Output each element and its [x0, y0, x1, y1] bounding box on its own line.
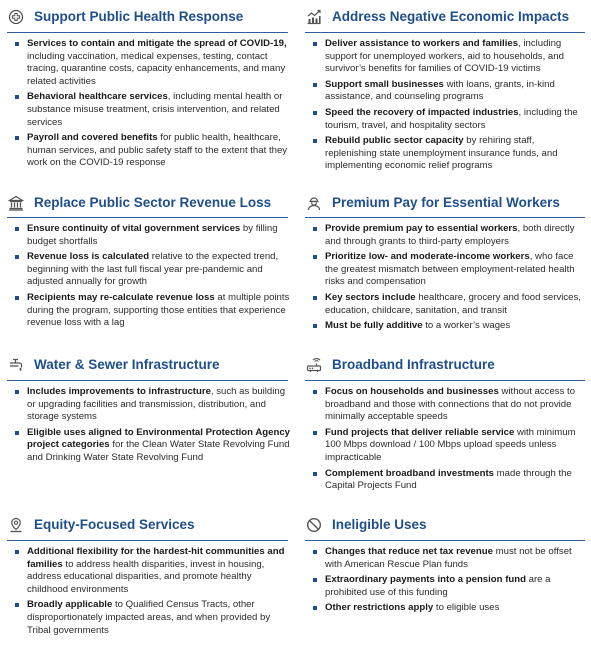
router-icon [306, 357, 322, 373]
bullet-list [0, 223, 294, 333]
card-header [0, 8, 294, 28]
list-item: Speed the recovery of impacted industries, including the tourism, travel, and hospitality sectors [298, 107, 591, 132]
card-ineligible-uses [298, 516, 591, 614]
list-item: Eligible uses aligned to Environmental Protection Agency project categories for the Clean Water State Revolving Fund and Drinking Water State Revolving Fund [0, 427, 294, 465]
list-item: Behavioral healthcare services, including mental health or substance misuse treatment, crisis intervention, and related services [0, 91, 294, 129]
list-item: Provide premium pay to essential workers, both directly and through grants to third-party employers [298, 223, 591, 248]
divider [7, 217, 288, 218]
list-item: Focus on households and businesses without access to broadband and those with connections that do not provide minimally acceptable speeds [298, 386, 591, 424]
card-header [298, 8, 591, 28]
chart-trend-icon [306, 9, 322, 25]
list-item: Revenue loss is calculated relative to the expected trend, beginning with the last full fiscal year pre-pandemic and adjusted annually for growth [0, 251, 294, 289]
card-header [0, 516, 294, 536]
list-item: Changes that reduce net tax revenue must not be offset with American Rescue Plan funds [298, 546, 591, 571]
list-item: Ensure continuity of vital government services by filling budget shortfalls [0, 223, 294, 248]
card-premium-pay [298, 194, 591, 332]
card-title: Ineligible Uses [332, 517, 427, 532]
divider [305, 380, 585, 381]
card-broadband [298, 356, 591, 492]
bullet-list [298, 546, 591, 618]
list-item: Recipients may re-calculate revenue loss at multiple points during the program, supporting those entities that experience revenue loss with a lag [0, 292, 294, 330]
list-item: Includes improvements to infrastructure, such as building or upgrading facilities and transmission, distribution, and storage systems [0, 386, 294, 424]
bullet-list [0, 546, 294, 640]
card-header [0, 356, 294, 376]
card-title: Equity-Focused Services [34, 517, 195, 532]
divider [305, 217, 585, 218]
card-title: Replace Public Sector Revenue Loss [34, 195, 272, 210]
divider [305, 32, 585, 33]
bullet-list [298, 223, 591, 336]
card-header [298, 194, 591, 214]
list-item: Extraordinary payments into a pension fund are a prohibited use of this funding [298, 574, 591, 599]
divider [7, 32, 288, 33]
card-revenue-loss [0, 194, 294, 329]
bullet-list [298, 38, 591, 176]
list-item: Other restrictions apply to eligible uses [298, 602, 591, 615]
bullet-list [0, 386, 294, 468]
divider [7, 380, 288, 381]
card-economic-impacts [298, 8, 591, 172]
card-water-sewer [0, 356, 294, 463]
list-item: Payroll and covered benefits for public health, healthcare, human services, and public safety staff to the extent that they work on the COVID-19 response [0, 132, 294, 170]
worker-icon [306, 195, 322, 211]
card-title: Premium Pay for Essential Workers [332, 195, 560, 210]
location-pin-icon [8, 517, 24, 533]
bullet-list [0, 38, 294, 173]
list-item: Broadly applicable to Qualified Census Tracts, other disproportionately impacted areas, and when provided by Tribal governments [0, 599, 294, 637]
card-title: Address Negative Economic Impacts [332, 9, 570, 24]
list-item: Prioritize low- and moderate-income workers, who face the greatest mismatch between employment-related health risks and compensation [298, 251, 591, 289]
card-title: Broadband Infrastructure [332, 357, 495, 372]
list-item: Support small businesses with loans, grants, in-kind assistance, and counseling programs [298, 79, 591, 104]
divider [7, 540, 288, 541]
card-title: Support Public Health Response [34, 9, 244, 24]
card-header [0, 194, 294, 214]
card-equity-services [0, 516, 294, 636]
bullet-list [298, 386, 591, 496]
list-item: Fund projects that deliver reliable service with minimum 100 Mbps download / 100 Mbps upload speeds unless impracticable [298, 427, 591, 465]
list-item: Deliver assistance to workers and families, including support for unemployed workers, aid to households, and survivor’s benefits for families of COVID-19 victims [298, 38, 591, 76]
list-item: Additional flexibility for the hardest-hit communities and families to address health disparities, invest in housing, address educational disparities, and promote healthy childhood environments [0, 546, 294, 596]
card-header [298, 356, 591, 376]
list-item: Rebuild public sector capacity by rehiring staff, replenishing state unemployment insurance funds, and implementing economic relief programs [298, 135, 591, 173]
card-header [298, 516, 591, 536]
list-item: Key sectors include healthcare, grocery and food services, education, childcare, sanitation, and transit [298, 292, 591, 317]
faucet-icon [8, 357, 24, 373]
prohibited-icon [306, 517, 322, 533]
divider [305, 540, 585, 541]
list-item: Complement broadband investments made through the Capital Projects Fund [298, 468, 591, 493]
medical-cross-circle-icon [8, 9, 24, 25]
list-item: Must be fully additive to a worker’s wages [298, 320, 591, 333]
card-public-health [0, 8, 294, 169]
list-item: Services to contain and mitigate the spread of COVID-19, including vaccination, medical expenses, testing, contact tracing, quarantine costs, capacity enhancements, and many related activities [0, 38, 294, 88]
government-building-icon [8, 195, 24, 211]
card-title: Water & Sewer Infrastructure [34, 357, 220, 372]
